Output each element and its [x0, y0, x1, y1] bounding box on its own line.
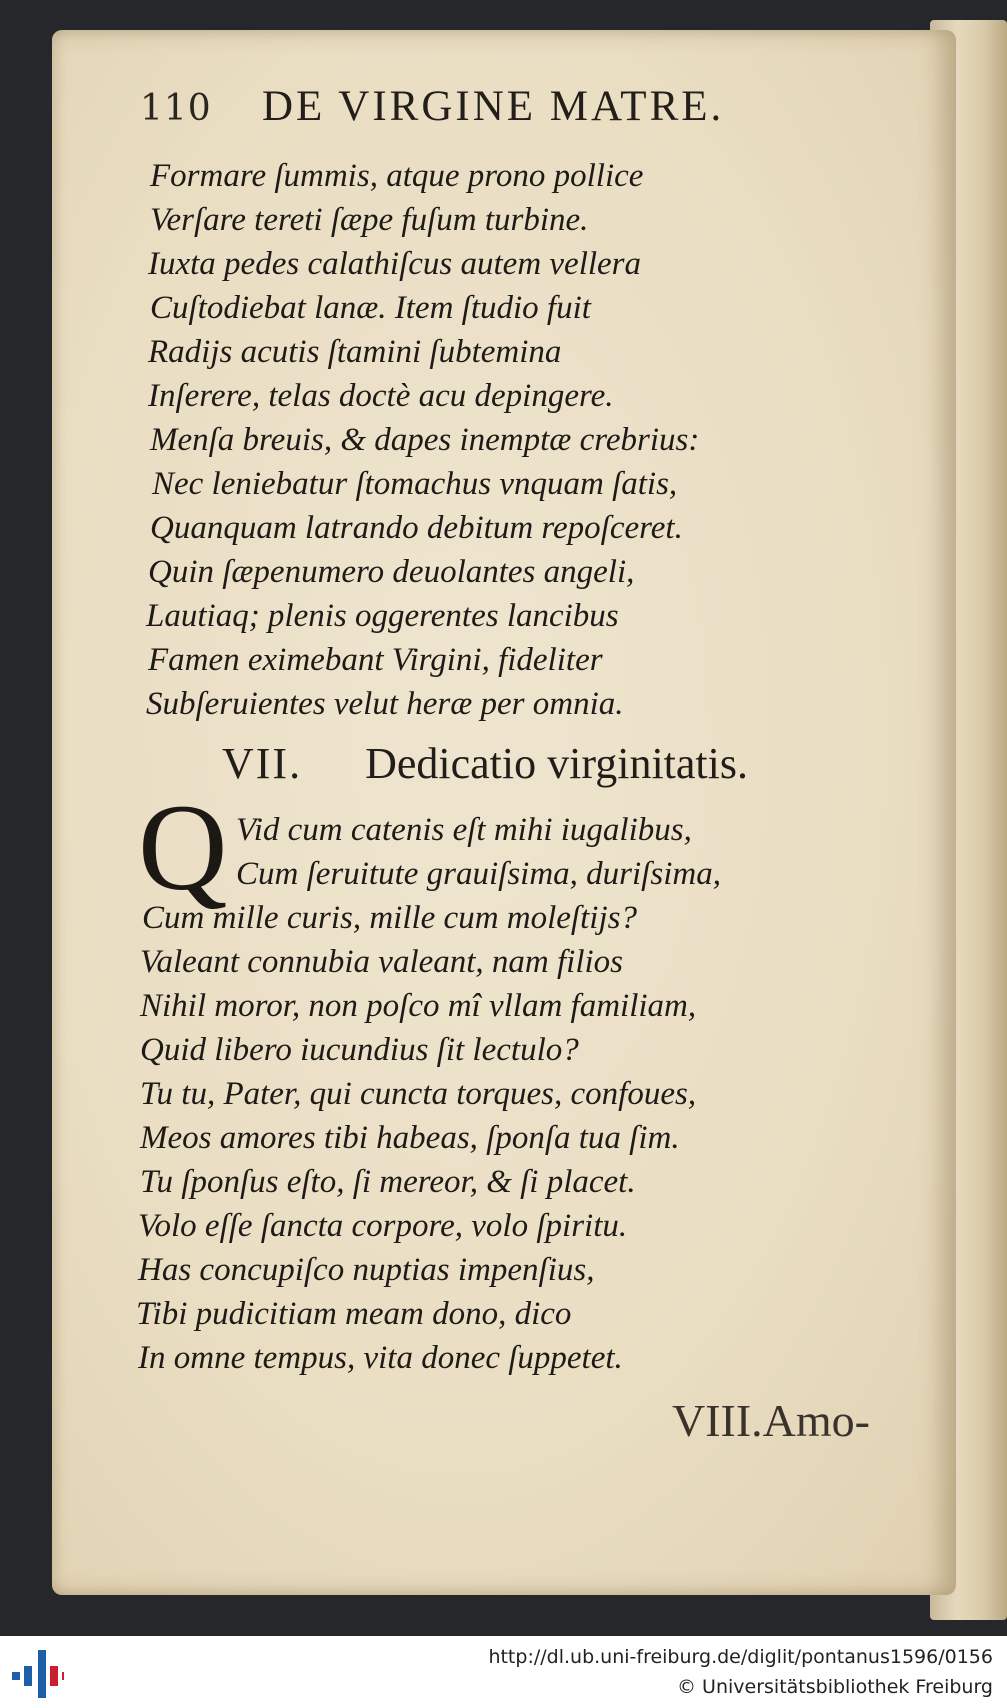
verse-line-indented: Cum ſeruitute grauiſsima, duriſsima,: [236, 856, 721, 892]
verse-line: Iuxta pedes calathiſcus autem vellera: [148, 246, 642, 282]
verse-line: Nec leniebatur ſtomachus vnquam ſatis,: [152, 466, 678, 502]
library-logo-icon: [12, 1650, 64, 1698]
verse-line: In omne tempus, vita donec ſuppetet.: [138, 1340, 623, 1376]
verse-line: Quin ſæpenumero deuolantes angeli,: [148, 554, 635, 590]
verse-line: Menſa breuis, & dapes inemptæ crebrius:: [150, 422, 700, 458]
verse-line: Cum mille curis, mille cum moleſtijs?: [142, 900, 637, 936]
verse-line: Tu tu, Pater, qui cuncta torques, confoues,: [140, 1076, 697, 1112]
verse-line: Volo eſſe ſancta corpore, volo ſpiritu.: [138, 1208, 628, 1244]
verse-line-indented: Vid cum catenis eſt mihi iugalibus,: [236, 812, 692, 848]
copyright-notice: © Universitätsbibliothek Freiburg: [677, 1676, 993, 1698]
section-heading: [222, 738, 748, 789]
catchword: VIII.Amo-: [672, 1395, 870, 1446]
verse-line: Subſeruientes velut heræ per omnia.: [146, 686, 624, 722]
verse-line: Quanquam latrando debitum repoſceret.: [150, 510, 683, 546]
footer-bar: [0, 1636, 1007, 1708]
verse-line: Meos amores tibi habeas, ſponſa tua ſim.: [140, 1120, 680, 1156]
section-title: Dedicatio virginitatis.: [365, 739, 748, 788]
verse-line: Valeant connubia valeant, nam filios: [140, 944, 624, 980]
page-number: 110: [140, 88, 212, 129]
verse-line: Has concupiſco nuptias impenſius,: [138, 1252, 595, 1288]
verse-line: Verſare tereti ſæpe fuſum turbine.: [150, 202, 589, 238]
verse-line: Tu ſponſus eſto, ſi mereor, & ſi placet.: [140, 1164, 636, 1200]
verse-line: Formare ſummis, atque prono pollice: [150, 158, 644, 194]
drop-cap: Q: [138, 779, 228, 916]
verse-line: Cuſtodiebat lanæ. Item ſtudio fuit: [150, 290, 591, 326]
verse-line: Tibi pudicitiam meam dono, dico: [136, 1296, 572, 1332]
verse-line: Radijs acutis ſtamini ſubtemina: [148, 334, 562, 370]
verse-line: Lautiaq; plenis oggerentes lancibus: [146, 598, 619, 634]
verse-line: Famen eximebant Virgini, fideliter: [148, 642, 603, 678]
section-number: VII.: [222, 739, 303, 788]
document-url-link[interactable]: http://dl.ub.uni-freiburg.de/diglit/pontanus1596/0156: [488, 1646, 993, 1668]
verse-line: Nihil moror, non poſco mî vllam familiam,: [140, 988, 697, 1024]
running-head: DE VIRGINE MATRE.: [262, 83, 725, 130]
verse-line: Inſerere, telas doctè acu depingere.: [148, 378, 614, 414]
verse-line: Quid libero iucundius ſit lectulo?: [140, 1032, 579, 1068]
